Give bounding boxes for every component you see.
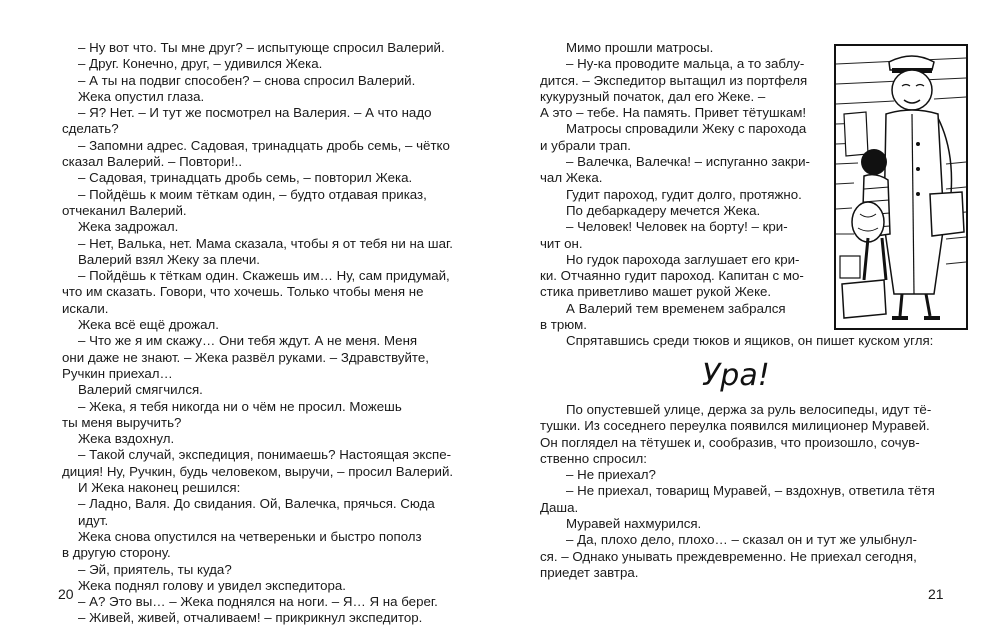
text-line: – Не приехал? xyxy=(566,467,656,483)
text-line: в трюм. xyxy=(540,317,587,333)
text-line: Но гудок парохода заглушает его кри- xyxy=(566,251,800,267)
text-line: дится. – Экспедитор вытащил из портфеля xyxy=(540,72,808,88)
text-line: Матросы спровадили Жеку с парохода xyxy=(566,121,807,137)
text-line: в другую сторону. xyxy=(62,545,171,561)
text-line: Гудит пароход, гудит долго, протяжно. xyxy=(566,186,802,202)
text-line: Жека опустил глаза. xyxy=(78,88,205,104)
text-line: ственно спросил: xyxy=(540,450,647,466)
text-line: ся. – Однако унывать преждевременно. Не приехал сегодня, xyxy=(540,548,917,564)
text-line: они даже не знают. – Жека развёл руками. – Здравствуйте, xyxy=(62,349,429,365)
text-line: – Ну-ка проводите мальца, а то заблу- xyxy=(566,56,805,72)
illustration-expeditor-and-boy xyxy=(834,44,968,330)
text-line: Ручкин приехал… xyxy=(62,365,173,381)
text-line: Жека всё ещё дрожал. xyxy=(78,317,219,333)
text-line: чал Жека. xyxy=(540,170,603,186)
text-line: Жека задрожал. xyxy=(78,219,179,235)
text-line: Жека поднял голову и увидел экспедитора. xyxy=(78,577,346,593)
text-line: – Валечка, Валечка! – испуганно закри- xyxy=(566,154,810,170)
text-line: сказал Валерий. – Повтори!.. xyxy=(62,154,243,170)
text-line: отчеканил Валерий. xyxy=(62,202,187,218)
text-line: А Валерий тем временем забрался xyxy=(566,300,786,316)
text-line: – Запомни адрес. Садовая, тринадцать дробь семь, – чётко xyxy=(78,137,450,153)
text-line: кукурузный початок, дал его Жеке. – xyxy=(540,88,766,104)
handwritten-note-text: Ура! xyxy=(702,358,770,393)
text-line: – Что же я им скажу… Они тебя ждут. А не меня. Меня xyxy=(78,333,418,349)
text-line: – Пойдёшь к моим тёткам один, – будто отдавая приказ, xyxy=(78,186,427,202)
text-line: что им сказать. Говори, что хочешь. Только чтобы меня не искали. xyxy=(62,284,424,316)
text-line: Мимо прошли матросы. xyxy=(566,40,714,55)
text-line: – Пойдёшь к тёткам один. Скажешь им… Ну, сам придумай, xyxy=(78,268,450,284)
text-line: – Садовая, тринадцать дробь семь, – повторил Жека. xyxy=(78,170,413,186)
text-line: А это – тебе. На память. Привет тётушкам! xyxy=(540,105,807,121)
text-line: диция! Ну, Ручкин, будь человеком, выручи, – просил Валерий. xyxy=(62,463,454,479)
text-line: ты меня выручить? xyxy=(62,414,182,430)
text-line: – Да, плохо дело, плохо… – сказал он и тут же улыбнул- xyxy=(566,532,917,548)
text-line: Спрятавшись среди тюков и ящиков, он пишет куском угля: xyxy=(566,333,934,348)
text-line: – Живей, живей, отчаливаем! – прикрикнул экспедитор. xyxy=(78,610,423,626)
text-line: – Ладно, Валя. До свидания. Ой, Валечка, прячься. Сюда идут. xyxy=(78,496,435,528)
text-line: – Не приехал, товарищ Муравей, – вздохнув, ответила тётя xyxy=(566,483,935,499)
text-line: Жека вздохнул. xyxy=(78,431,175,447)
text-line: Валерий взял Жеку за плечи. xyxy=(78,251,260,267)
text-line: – Жека, я тебя никогда ни о чём не просил. Можешь xyxy=(78,398,402,414)
text-line: стика приветливо машет рукой Жеке. xyxy=(540,284,772,300)
text-line: Валерий смягчился. xyxy=(78,382,203,398)
right-text-full-line xyxy=(540,333,970,349)
text-line: приедет завтра. xyxy=(540,564,639,580)
text-line: Он поглядел на тётушек и, сообразив, что произошло, сочув- xyxy=(540,434,920,450)
handwritten-note-ura xyxy=(700,353,790,393)
right-text-column-narrow xyxy=(540,40,825,333)
text-line: – Ну вот что. Ты мне друг? – испытующе спросил Валерий. xyxy=(78,40,445,55)
text-line: тушки. Из соседнего переулка появился милиционер Муравей. xyxy=(540,418,930,434)
text-line: – Я? Нет. – И тут же посмотрел на Валерия. – А что надо xyxy=(78,105,432,121)
text-line: – Эй, приятель, ты куда? xyxy=(78,561,232,577)
text-line: – А ты на подвиг способен? – снова спросил Валерий. xyxy=(78,72,416,88)
text-line: – А? Это вы… – Жека поднялся на ноги. – Я… Я на берег. xyxy=(78,594,438,610)
text-line: – Друг. Конечно, друг, – удивился Жека. xyxy=(78,56,323,72)
text-line: сделать? xyxy=(62,121,119,137)
text-line: ки. Отчаянно гудит пароход. Капитан с мо- xyxy=(540,268,804,284)
text-line: По опустевшей улице, держа за руль велосипеды, идут тё- xyxy=(566,402,932,417)
text-line: И Жека наконец решился: xyxy=(78,480,241,496)
text-line: Жека снова опустился на четвереньки и быстро пополз xyxy=(78,528,422,544)
text-line: – Нет, Валька, нет. Мама сказала, чтобы я от тебя ни на шаг. xyxy=(78,235,453,251)
page-number-left: 20 xyxy=(58,586,74,602)
text-line: чит он. xyxy=(540,235,583,251)
page-number-right: 21 xyxy=(928,586,944,602)
text-line: – Такой случай, экспедиция, понимаешь? Настоящая экспе- xyxy=(78,447,452,463)
left-text-column xyxy=(62,40,458,627)
right-text-column-bottom xyxy=(540,402,970,581)
text-line: и убрали трап. xyxy=(540,137,631,153)
text-line: – Человек! Человек на борту! – кри- xyxy=(566,219,788,235)
text-line: Даша. xyxy=(540,499,579,515)
text-line: По дебаркадеру мечется Жека. xyxy=(566,202,761,218)
text-line: Муравей нахмурился. xyxy=(566,516,702,532)
